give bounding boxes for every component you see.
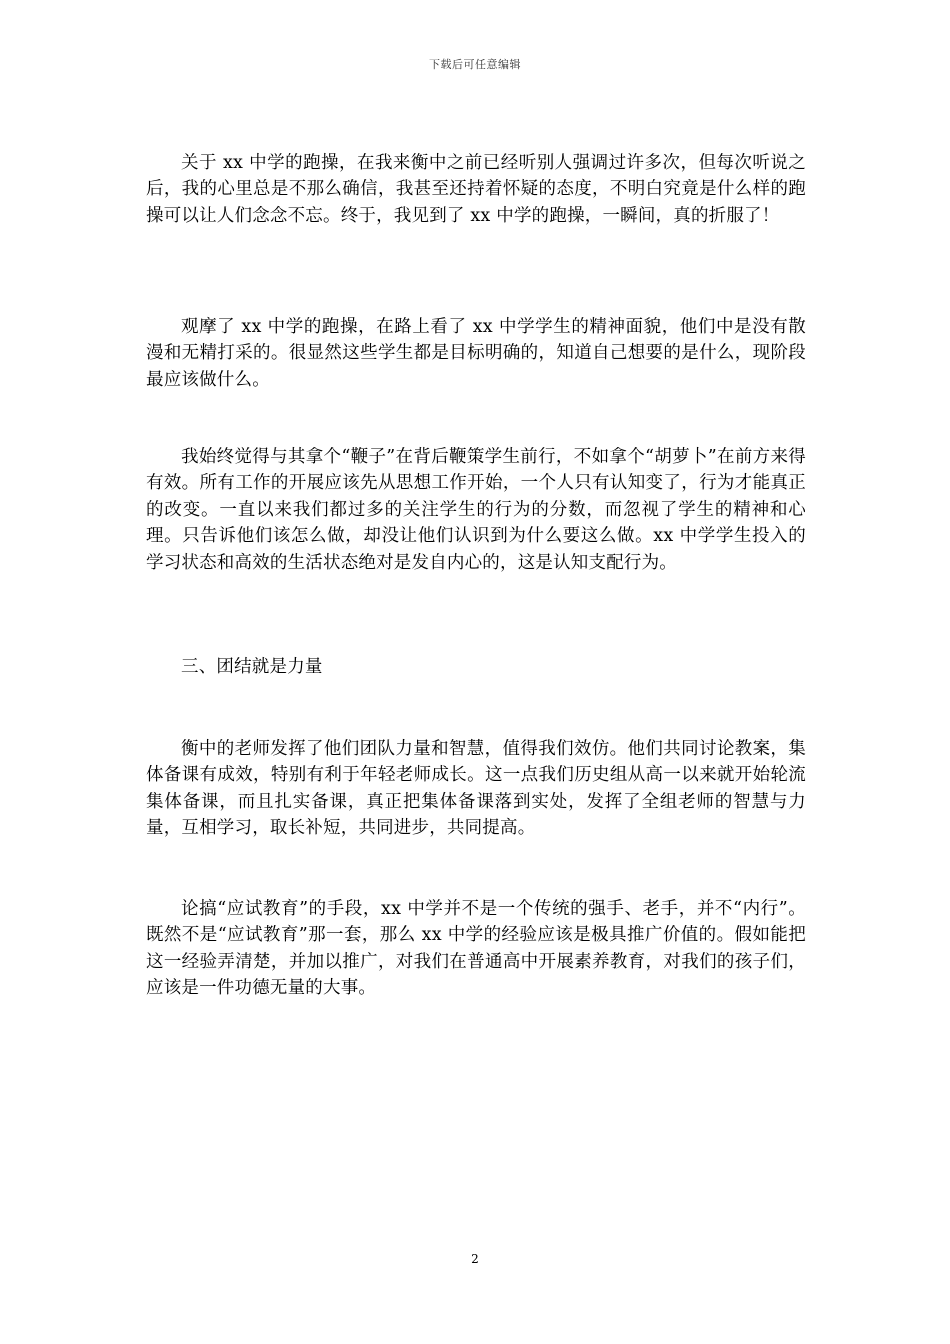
paragraph-exam-education: 论搞“应试教育”的手段，xx 中学并不是一个传统的强手、老手，并不“内行”。既然不是“应试教育”那一套，那么 xx 中学的经验应该是极具推广价值的。假如能把这一经验弄清楚，并加以推广，对我们在普通高中开展素养教育，对我们的孩子们，应该是一件功德无量的大事。: [146, 899, 806, 999]
paragraph-running-exercise: 关于 xx 中学的跑操，在我来衡中之前已经听别人强调过许多次，但每次听说之后，我的心里总是不那么确信，我甚至还持着怀疑的态度，不明白究竟是什么样的跑操可以让人们念念不忘。终于，我见到了 xx 中学的跑操，一瞬间，真的折服了！: [146, 153, 806, 226]
paragraph-teamwork: 衡中的老师发挥了他们团队力量和智慧，值得我们效仿。他们共同讨论教案，集体备课有成效，特别有利于年轻老师成长。这一点我们历史组从高一以来就开始轮流集体备课，而且扎实备课，真正把集体备课落到实处，发挥了全组老师的智慧与力量，互相学习，取长补短，共同进步，共同提高。: [146, 739, 806, 839]
section-heading-unity: 三、团结就是力量: [181, 657, 323, 677]
paragraph-observation: 观摩了 xx 中学的跑操，在路上看了 xx 中学学生的精神面貌，他们中是没有散漫和无精打采的。很显然这些学生都是目标明确的，知道自己想要的是什么，现阶段最应该做什么。: [146, 317, 806, 390]
paragraph-motivation: 我始终觉得与其拿个“鞭子”在背后鞭策学生前行，不如拿个“胡萝卜”在前方来得有效。所有工作的开展应该先从思想工作开始，一个人只有认知变了，行为才能真正的改变。一直以来我们都过多的关注学生的行为的分数，而忽视了学生的精神和心理。只告诉他们该怎么做，却没让他们认识到为什么要这么做。xx 中学学生投入的学习状态和高效的生活状态绝对是发自内心的，这是认知支配行为。: [146, 447, 806, 573]
page-number: 2: [471, 1252, 479, 1266]
page-header: 下载后可任意编辑: [429, 58, 521, 71]
